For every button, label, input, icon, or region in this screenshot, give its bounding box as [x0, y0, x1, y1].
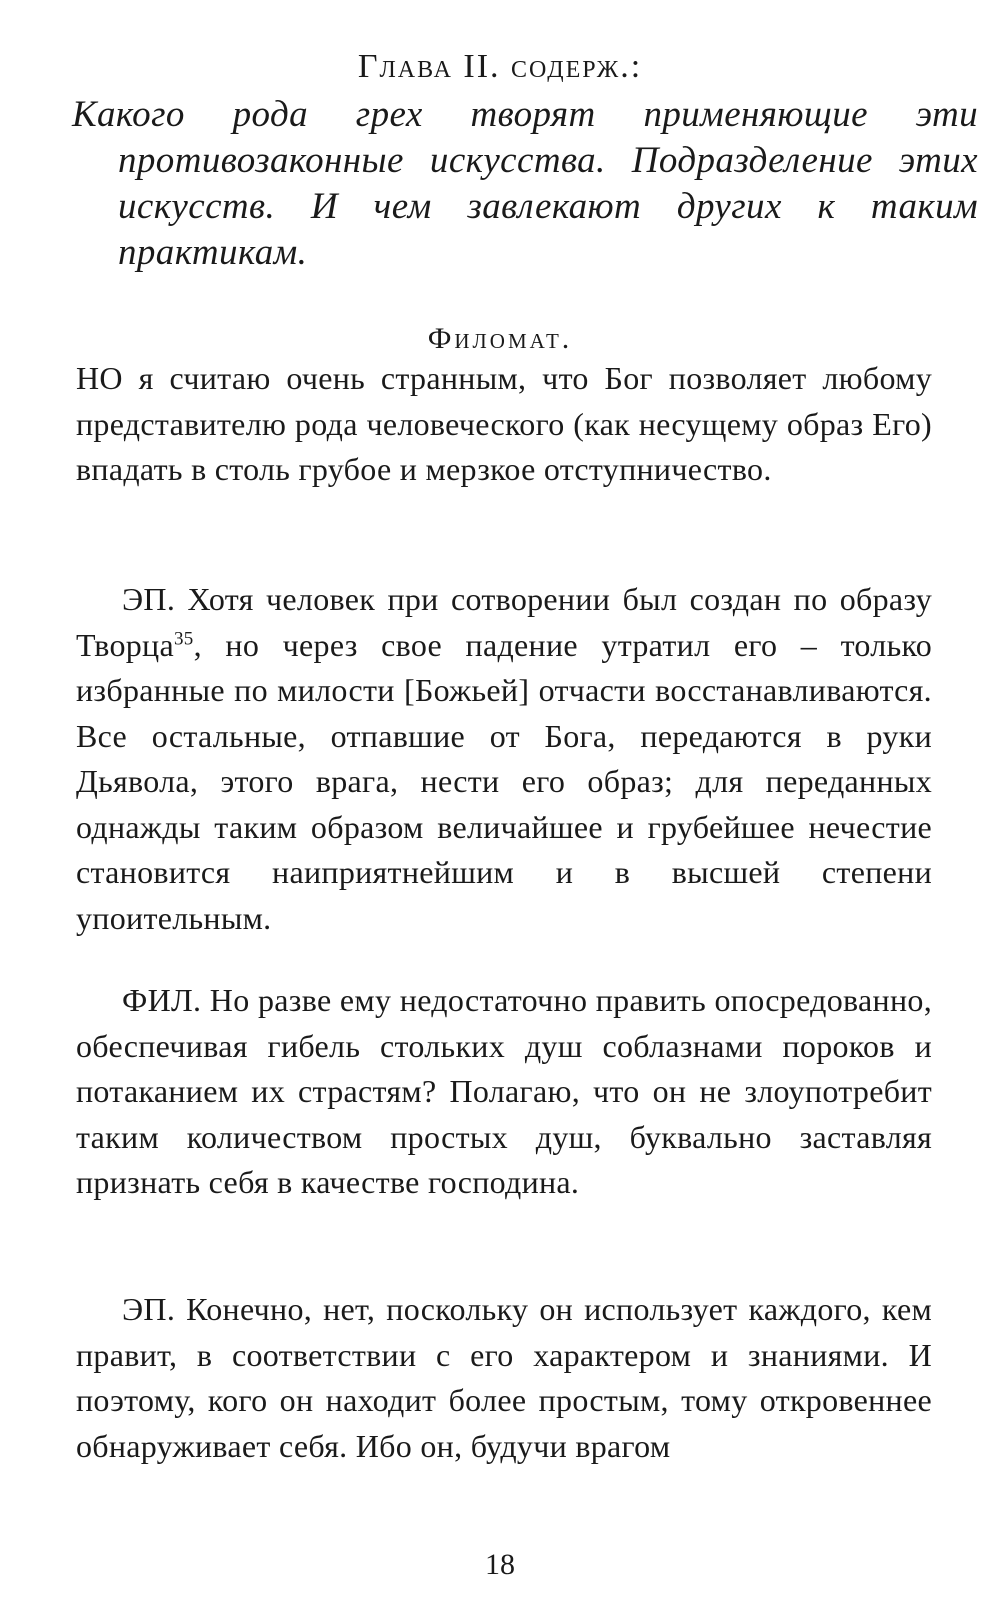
footnote-reference[interactable]: 35	[173, 627, 194, 649]
paragraph-1: НО я считаю очень странным, что Бог позволяет любому представителю рода человеческого (как несущему образ Его) впадать в столь грубое и мерзкое отступничество.	[76, 360, 932, 487]
paragraph-4: ЭП. Конечно, нет, поскольку он использует каждого, кем правит, в соответствии с его характером и знаниями. И поэтому, кого он находит более простым, тому откровеннее обнаруживает себя. Ибо он, будучи врагом	[76, 1291, 932, 1464]
paragraph-2-text-before-note: ЭП. Хотя человек при сотворении был создан по образу Творца	[76, 581, 932, 663]
paragraph-3: ФИЛ. Но разве ему недостаточно править опосредованно, обеспечивая гибель стольких душ соблазнами пороков и потаканием их страстям? Полагаю, что он не злоупотребит таким количеством простых душ, буквально заставляя признать себя в качестве господина.	[76, 982, 932, 1200]
speaker-heading: Филомат.	[427, 322, 573, 355]
page-number: 18	[485, 1548, 515, 1581]
chapter-heading: Глава II. содерж.:	[357, 48, 643, 85]
paragraph-2	[76, 577, 932, 941]
chapter-summary: Какого рода грех творят применяющие эти противозаконные искусства. Подразделение этих искусств. И чем завлекают других к таким практикам.	[72, 94, 978, 273]
paragraph-2-text-after-note: , но через свое падение утратил его – только избранные по милости [Божьей] отчасти восстанавливаются. Все остальные, отпавшие от Бога, передаются в руки Дьявола, этого врага, нести его образ; для переданных однажды таким образом величайшее и грубейшее нечестие становится наиприятнейшим и в высшей степени упоительным.	[76, 626, 932, 936]
